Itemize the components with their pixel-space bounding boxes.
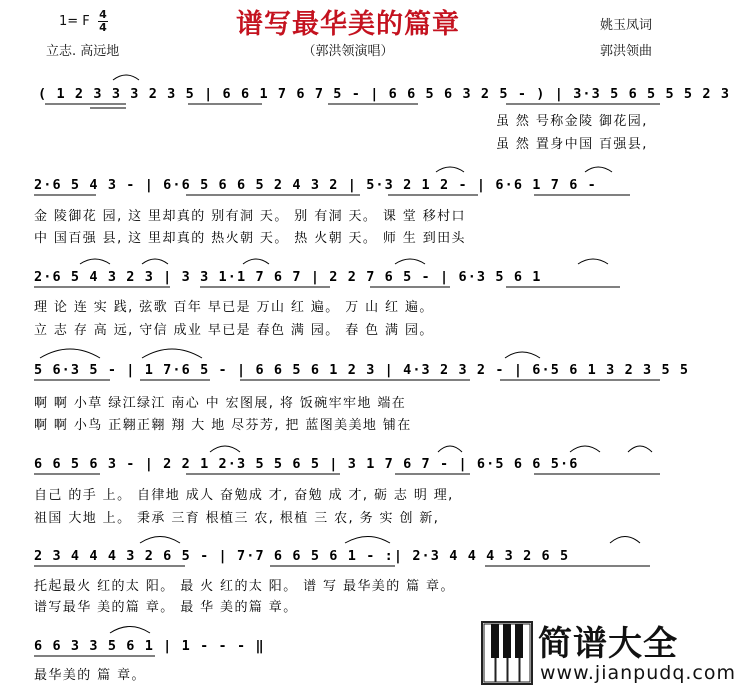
notation-row-1: ( 1 2 3 3 3 2 3 5 | 6 6 1 7 6 7 5 - | 6 6 5 6 3 2 5 - ) | 3·3 5 6 5 5 5 2 3: [38, 86, 731, 102]
watermark-url: www.jianpudq.com: [540, 662, 736, 684]
time-signature-top: 4: [99, 8, 107, 21]
triplet-arc: [113, 75, 139, 80]
lyrics-row-5-verse-2: 祖国 大地 上。 秉承 三育 根植三 农, 根植 三 农, 务 实 创 新,: [34, 511, 440, 526]
notation-row-4: 5 6·3 5 - | 1 7·6 5 - | 6 6 5 6 1 2 3 | 4·3 2 3 2 - | 6·5 6 1 3 2 3 5 5: [34, 362, 690, 378]
slurs-row-2: [436, 167, 612, 172]
lyrics-row-3-verse-1: 理 论 连 实 践, 弦歌 百年 早已是 万山 红 遍。 万 山 红 遍。: [34, 300, 434, 315]
lyrics-row-6-verse-2: 谱写最华 美的篇 章。 最 华 美的篇 章。: [34, 600, 298, 615]
notation-row-2: 2·6 5 4 3 - | 6·6 5 6 6 5 2 4 3 2 | 5·3 2 1 2 - | 6·6 1 7 6 -: [34, 177, 597, 193]
lyrics-row-7-verse-1: 最华美的 篇 章。: [34, 668, 146, 683]
lyrics-row-4-verse-1: 啊 啊 小草 绿江绿江 南心 中 宏图展, 将 饭碗牢牢地 端在: [34, 396, 407, 411]
lyrics-row-4-verse-2: 啊 啊 小鸟 正翱正翱 翔 大 地 尽芬芳, 把 蓝图美美地 铺在: [34, 418, 412, 433]
key-signature: 1= F: [59, 14, 90, 29]
tempo-marking: 立志. 高远地: [46, 44, 120, 59]
slurs-row-3: [80, 259, 608, 264]
beam-lines-row-1: [45, 104, 660, 108]
lyrics-row-1-verse-1: 虽 然 号称金陵 御花园,: [496, 114, 648, 129]
slurs-row-7: [110, 627, 150, 634]
slurs-row-6: [140, 537, 640, 544]
watermark-name: 简谱大全: [538, 624, 678, 664]
lyricist-credit: 姚玉凤词: [600, 18, 653, 33]
notation-row-6: 2 3 4 4 4 3 2 6 5 - | 7·7 6 6 5 6 1 - :| 2·3 4 4 4 3 2 6 5: [34, 548, 570, 564]
notation-row-7: 6 6 3 3 5 6 1 | 1 - - - ‖: [34, 638, 265, 654]
notation-row-5: 6 6 5 6 3 - | 2 2 1 2·3 5 5 6 5 | 3 1 7 6 7 - | 6·5 6 6 5·6: [34, 456, 579, 472]
time-signature-bottom: 4: [99, 21, 107, 34]
song-title: 谱写最华美的篇章: [236, 9, 460, 40]
slurs-row-5: [210, 446, 652, 452]
lyrics-row-2-verse-1: 金 陵御花 园, 这 里却真的 别有洞 天。 别 有洞 天。 课 堂 移村口: [34, 209, 466, 224]
lyrics-row-5-verse-1: 自己 的手 上。 自律地 成人 奋勉成 才, 奋勉 成 才, 砺 志 明 理,: [34, 488, 454, 503]
lyrics-row-1-verse-2: 虽 然 置身中国 百强县,: [496, 137, 648, 152]
lyrics-row-2-verse-2: 中 国百强 县, 这 里却真的 热火朝 天。 热 火朝 天。 师 生 到田头: [34, 231, 466, 246]
lyrics-row-6-verse-1: 托起最火 红的太 阳。 最 火 红的太 阳。 谱 写 最华美的 篇 章。: [34, 579, 455, 594]
notation-row-3: 2·6 5 4 3 2 3 | 3 3 1·1 7 6 7 | 2 2 7 6 5 - | 6·3 5 6 1: [34, 269, 542, 285]
slurs-row-4: [40, 349, 540, 358]
singer-credit: （郭洪领演唱）: [302, 44, 394, 59]
lyrics-row-3-verse-2: 立 志 存 高 远, 守信 成业 早已是 春色 满 园。 春 色 满 园。: [34, 323, 434, 338]
composer-credit: 郭洪领曲: [600, 44, 653, 59]
